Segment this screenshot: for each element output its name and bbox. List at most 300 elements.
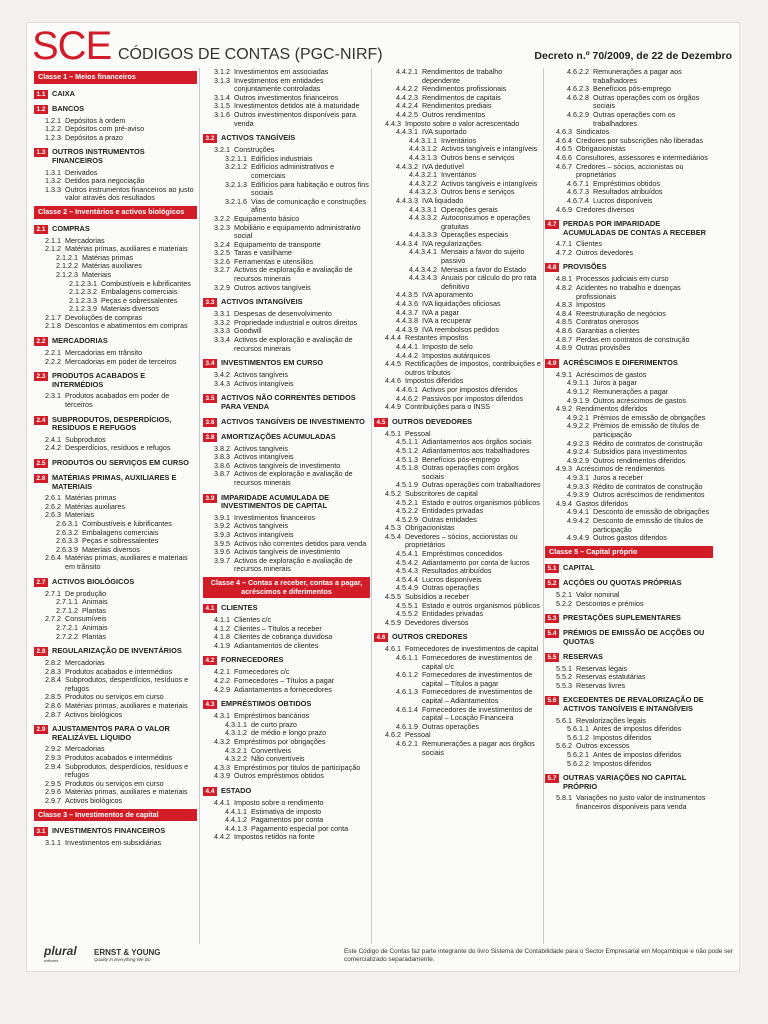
- account-item: [34, 392, 197, 409]
- account-label: Outras provisões: [576, 343, 631, 353]
- account-label: Outros instrumentos financeiros ao justo valor através dos resultados: [65, 184, 194, 203]
- account-code: 3.1.6: [214, 109, 230, 119]
- account-code: 4.5.4: [385, 531, 401, 541]
- account-label: Descontos e abatimentos em compras: [65, 321, 188, 331]
- account-label: Desconto de emissão de obrigações: [592, 507, 710, 517]
- account-label: Empréstimos concedidos: [421, 549, 503, 559]
- account-code: 2.1.2.3: [56, 269, 78, 279]
- account-code: 4.4.2.4: [396, 101, 418, 111]
- account-section: [545, 564, 713, 573]
- account-label: Activos tangíveis de investimento: [234, 460, 341, 470]
- account-code: 4.5.5: [385, 592, 401, 602]
- account-label: Pessoal: [405, 730, 431, 740]
- account-code: 4.9.2.3: [567, 438, 589, 448]
- account-item: [34, 322, 197, 331]
- account-code: 5.5.3: [556, 680, 572, 690]
- account-label: Resultados atribuídos: [421, 566, 492, 576]
- account-item: [203, 380, 370, 389]
- section-title: CLIENTES: [221, 603, 258, 613]
- account-code: 4.5.1.9: [396, 480, 418, 490]
- account-label: Adiantamentos aos órgãos sociais: [421, 437, 532, 447]
- account-label: Operações gerais: [440, 204, 498, 214]
- account-label: Outros rendimentos: [421, 109, 486, 119]
- account-code: 4.5.2.1: [396, 497, 418, 507]
- account-label: Descontos e prémios: [576, 598, 644, 608]
- account-code: 4.4.3: [385, 118, 401, 128]
- account-section: [34, 416, 197, 433]
- account-code: 5.2.1: [556, 590, 572, 600]
- account-code: 4.9.1.1: [567, 378, 589, 388]
- account-label: Sindicatos: [576, 127, 610, 137]
- account-item: [203, 198, 370, 215]
- account-section: [374, 418, 542, 427]
- account-code: 1.2.2: [45, 124, 61, 134]
- account-code: 2.6.1: [45, 493, 61, 503]
- account-section: [34, 459, 197, 468]
- account-item: [34, 711, 197, 720]
- account-label: Rendimentos prediais: [421, 101, 492, 111]
- account-label: Fornecedores de investimentos de capital c/c: [421, 653, 533, 671]
- account-item: [203, 266, 370, 283]
- account-section: [203, 134, 370, 143]
- account-code: 4.4.3.6: [396, 299, 418, 309]
- account-code: 4.5.1: [385, 428, 401, 438]
- account-code: 2.9.7: [45, 796, 61, 805]
- account-code: 4.5.4.1: [396, 549, 418, 559]
- account-label: Revalorizações legais: [576, 715, 646, 725]
- section-title: PRODUTOS OU SERVIÇOS EM CURSO: [52, 458, 189, 467]
- section-code-badge: 2.7: [34, 578, 48, 587]
- account-code: 4.9.4: [556, 498, 572, 508]
- account-label: Acidentes no trabalho e doenças profissionais: [576, 283, 681, 301]
- publisher-subtitle: editores: [44, 958, 59, 963]
- account-label: Peças e sobressalentes: [81, 536, 159, 546]
- account-label: Antes de impostos diferidos: [592, 750, 682, 759]
- column-1: [34, 68, 197, 944]
- account-item: [545, 682, 713, 691]
- account-label: Reservas legais: [576, 663, 628, 673]
- account-code: 3.8.7: [214, 469, 230, 479]
- account-code: 4.6.1.2: [396, 670, 418, 680]
- account-label: Activos não correntes detidos para venda: [234, 538, 367, 548]
- account-item: [374, 619, 542, 628]
- account-code: 3.2.1.6: [225, 196, 247, 206]
- account-label: Equipamento de transporte: [234, 239, 321, 249]
- account-label: Prémios de emissão de títulos de participação: [592, 421, 700, 439]
- account-code: 4.1.2: [214, 623, 230, 633]
- account-code: 4.8.3: [556, 300, 572, 310]
- account-label: Combustíveis e lubrificantes: [81, 518, 172, 528]
- account-code: 3.3.2: [214, 317, 230, 327]
- section-title: CAIXA: [52, 88, 75, 98]
- class-header: Classe 2 – Inventários e activos biológicos: [34, 206, 197, 219]
- account-code: 4.6.1.1: [396, 653, 418, 662]
- account-section: [34, 225, 197, 234]
- account-label: Resultados atribuídos: [592, 187, 663, 197]
- account-label: Activos intangíveis: [234, 452, 294, 462]
- account-label: Contribuições para o INSS: [405, 402, 491, 412]
- section-code-badge: 2.5: [34, 459, 48, 468]
- account-section: [545, 696, 713, 713]
- section-title: OUTROS DEVEDORES: [392, 416, 473, 426]
- account-code: 4.3.9: [214, 771, 230, 781]
- account-item: [545, 284, 713, 301]
- account-code: 3.1.1: [45, 838, 61, 848]
- account-item: [203, 284, 370, 293]
- account-item: [374, 403, 542, 412]
- account-label: Activos por impostos diferidos: [421, 384, 518, 394]
- account-code: 4.4.3.2.1: [409, 170, 437, 180]
- account-label: Embalagens comerciais: [100, 287, 178, 297]
- account-code: 4.5.4.4: [396, 574, 418, 584]
- account-label: Estado e outros organismos públicos: [421, 497, 540, 507]
- account-label: Impostos retidos na fonte: [234, 832, 315, 842]
- account-code: 4.4.3.4.2: [409, 264, 437, 274]
- account-item: [545, 94, 713, 111]
- account-label: Valor nominal: [576, 590, 620, 600]
- account-label: Desperdícios, resíduos e refugos: [65, 443, 171, 453]
- account-label: Outros investimentos disponíveis para venda: [234, 109, 356, 128]
- account-section: [545, 359, 713, 368]
- account-code: 2.3.1: [45, 391, 61, 401]
- account-label: Obrigacionistas: [576, 144, 626, 154]
- section-title: OUTROS CREDORES: [392, 632, 468, 642]
- page-title: CÓDIGOS DE CONTAS (PGC-NIRF): [118, 46, 383, 63]
- account-label: Clientes: [576, 239, 602, 249]
- account-code: 4.8.1: [556, 274, 572, 284]
- section-title: INVESTIMENTOS EM CURSO: [221, 358, 324, 368]
- section-title: COMPRAS: [52, 223, 90, 233]
- account-code: 4.5.1.8: [396, 463, 418, 473]
- account-label: Subsídios a receber: [405, 592, 469, 602]
- account-label: Produtos acabados em poder de terceiros: [65, 391, 170, 410]
- account-item: [545, 68, 713, 85]
- account-label: Activos de exploração e avaliação de recursos minerais: [234, 555, 353, 574]
- account-label: Reservas estatutárias: [576, 672, 646, 682]
- section-code-badge: 4.4: [203, 787, 217, 796]
- account-label: Materiais: [65, 510, 95, 520]
- account-item: [545, 760, 713, 769]
- account-code: 2.8.7: [45, 709, 61, 719]
- account-label: Construções: [234, 145, 275, 155]
- account-label: Consumíveis: [65, 614, 107, 624]
- account-code: 4.4.2.1: [396, 68, 418, 76]
- account-code: 1.3.3: [45, 184, 61, 194]
- account-code: 5.6.1.1: [567, 724, 589, 734]
- account-label: Reestruturação de negócios: [576, 308, 666, 318]
- account-code: 5.6.1.2: [567, 732, 589, 742]
- account-code: 3.2.2: [214, 213, 230, 223]
- account-code: 4.5.1.2: [396, 445, 418, 455]
- account-code: 2.7.1.2: [56, 605, 78, 615]
- account-item: [545, 206, 713, 215]
- account-label: Credores por subscrições não liberadas: [576, 135, 704, 145]
- account-label: Entidades privadas: [421, 506, 484, 516]
- account-label: IVA regularizações: [421, 238, 482, 248]
- account-code: 4.6.1.3: [396, 687, 418, 697]
- account-code: 2.6.3.3: [56, 536, 78, 546]
- account-code: 4.4.2: [214, 832, 230, 842]
- account-code: 4.8.4: [556, 308, 572, 318]
- account-code: 4.4.2.5: [396, 109, 418, 119]
- account-label: Devedores diversos: [405, 617, 469, 627]
- account-label: Produtos acabados e intermédios: [65, 666, 173, 676]
- account-label: Outros gastos diferidos: [592, 533, 667, 543]
- account-label: Propriedade industrial e outros direitos: [234, 317, 358, 327]
- account-code: 2.6.3.2: [56, 527, 78, 537]
- account-label: IVA a recuperar: [421, 316, 472, 326]
- account-label: Convertíveis: [250, 745, 291, 755]
- account-label: Matérias primas, auxiliares e materiais: [65, 787, 188, 797]
- account-code: 2.1.2.3.9: [69, 304, 97, 314]
- account-code: 4.4.3.4: [396, 238, 418, 248]
- account-code: 3.3.4: [214, 335, 230, 345]
- account-label: Outros empréstimos obtidos: [234, 771, 324, 781]
- account-section: [34, 372, 197, 389]
- account-code: 4.4.3.3.3: [409, 230, 437, 240]
- account-code: 4.6.2.8: [567, 92, 589, 102]
- account-code: 3.4.3: [214, 378, 230, 388]
- account-label: Materiais diversos: [81, 544, 140, 554]
- account-item: [203, 163, 370, 180]
- account-label: Acréscimos de rendimentos: [576, 464, 665, 474]
- account-code: 4.5.5.1: [396, 600, 418, 610]
- account-code: 4.6.1: [385, 644, 401, 654]
- section-title: EXCEDENTES DE REVALORIZAÇÃO DE ACTIVOS TANGÍVEIS E INTANGÍVEIS: [563, 695, 704, 714]
- account-label: Perdas em contratos de construção: [576, 334, 690, 344]
- account-code: 4.8.2: [556, 283, 572, 293]
- column-4: [545, 68, 713, 944]
- account-code: 2.8.6: [45, 701, 61, 711]
- account-code: 4.1.8: [214, 632, 230, 642]
- account-item: [545, 249, 713, 258]
- account-section: [34, 90, 197, 99]
- account-label: Investimentos em associadas: [234, 68, 329, 76]
- account-label: de médio e longo prazo: [250, 728, 327, 738]
- account-code: 4.9.1.2: [567, 387, 589, 396]
- account-code: 5.5.1: [556, 663, 572, 673]
- section-title: MERCADORIAS: [52, 336, 108, 346]
- account-label: Subscritores de capital: [405, 488, 478, 498]
- account-code: 2.8.4: [45, 675, 61, 685]
- account-code: 4.5.5.2: [396, 609, 418, 619]
- account-label: Rendimentos de capitais: [421, 92, 501, 102]
- account-label: Pagamento especial por conta: [250, 823, 349, 833]
- account-code: 1.2.1: [45, 115, 61, 125]
- account-item: [203, 181, 370, 198]
- section-code-badge: 5.5: [545, 653, 559, 662]
- account-label: Pessoal: [405, 428, 431, 438]
- account-label: Depósitos à ordem: [65, 115, 126, 125]
- account-code: 2.1.1: [45, 235, 61, 245]
- publisher-name: plural: [44, 944, 77, 958]
- account-code: 3.2.1: [214, 145, 230, 155]
- section-title: PROVISÕES: [563, 262, 607, 272]
- account-label: Autoconsumos e operações gratuitas: [440, 213, 531, 231]
- account-code: 5.5.2: [556, 672, 572, 682]
- class-header: Classe 4 – Contas a receber, contas a pagar, acréscimos e diferimentos: [203, 577, 370, 598]
- account-label: Clientes – Títulos a receber: [234, 623, 322, 633]
- account-label: Animais: [81, 622, 108, 632]
- account-label: Produtos ou serviços em curso: [65, 692, 164, 702]
- account-label: Activos de exploração e avaliação de recursos minerais: [234, 265, 353, 284]
- account-code: 4.4.3.2.3: [409, 187, 437, 197]
- account-code: 4.4.1: [214, 798, 230, 807]
- account-code: 4.5.1.1: [396, 437, 418, 447]
- account-label: Matérias auxiliares: [81, 261, 142, 271]
- account-label: Matérias primas, auxiliares e materiais: [65, 701, 188, 711]
- column-2: [203, 68, 370, 944]
- account-item: [34, 797, 197, 806]
- account-label: Activos tangíveis: [234, 443, 288, 453]
- account-code: 4.9.3: [556, 464, 572, 474]
- account-code: 3.9.7: [214, 555, 230, 565]
- account-code: 4.4.6.1: [396, 384, 418, 394]
- account-label: Antes de impostos diferidos: [592, 724, 682, 734]
- account-label: Contratos onerosos: [576, 317, 639, 327]
- section-title: PRODUTOS ACABADOS E INTERMÉDIOS: [52, 371, 146, 389]
- account-code: 3.2.3: [214, 222, 230, 232]
- section-code-badge: 3.6: [203, 418, 217, 427]
- account-code: 3.1.2: [214, 68, 230, 76]
- section-title: AMORTIZAÇÕES ACUMULADAS: [221, 431, 336, 441]
- account-section: [34, 827, 197, 836]
- account-code: 4.8.7: [556, 334, 572, 344]
- account-label: Outros bens e serviços: [440, 152, 515, 162]
- account-label: Empréstimos por títulos de participação: [234, 762, 361, 772]
- account-section: [34, 578, 197, 587]
- account-code: 5.6.1: [556, 715, 572, 725]
- account-code: 4.9.2.1: [567, 412, 589, 422]
- account-item: [34, 186, 197, 203]
- account-item: [203, 77, 370, 94]
- account-label: Investimentos em entidades conjuntamente controladas: [234, 75, 324, 94]
- account-item: [34, 358, 197, 367]
- account-code: 2.1.8: [45, 321, 61, 331]
- account-section: [203, 604, 370, 613]
- account-code: 4.5.9: [385, 617, 401, 627]
- section-title: OUTRAS VARIAÇÕES NO CAPITAL PRÓPRIO: [563, 773, 687, 791]
- account-label: Mensais a favor do sujeito passivo: [440, 247, 525, 266]
- account-item: [545, 111, 713, 128]
- account-code: 4.9.3.1: [567, 472, 589, 482]
- account-label: Remunerações a pagar aos órgãos sociais: [421, 738, 535, 757]
- account-code: 4.4.1.2: [225, 815, 247, 825]
- account-label: Pagamentos por conta: [250, 815, 324, 825]
- section-title: REGULARIZAÇÃO DE INVENTÁRIOS: [52, 646, 182, 656]
- account-item: [203, 686, 370, 695]
- account-label: De produção: [65, 588, 107, 598]
- account-code: 4.9.4.2: [567, 515, 589, 525]
- account-section: [203, 418, 370, 427]
- account-item: [545, 517, 713, 534]
- account-label: Imposto sobre o rendimento: [234, 798, 324, 807]
- account-code: 3.9.2: [214, 521, 230, 531]
- account-code: 4.3.3: [214, 762, 230, 772]
- account-label: Edifícios para habitação e outros fins sociais: [250, 179, 369, 198]
- account-label: Empréstimos bancários: [234, 711, 310, 721]
- account-code: 4.4.3.1.3: [409, 152, 437, 162]
- section-title: FORNECEDORES: [221, 655, 284, 665]
- account-label: Estimativa de imposto: [250, 806, 322, 816]
- account-item: [374, 706, 542, 723]
- account-label: Outros rendimentos diferidos: [592, 455, 686, 465]
- account-label: de curto prazo: [250, 719, 297, 729]
- account-code: 4.5.2.2: [396, 506, 418, 516]
- account-item: [374, 533, 542, 550]
- account-label: Impostos diferidos: [405, 376, 464, 386]
- account-code: 4.6.1.4: [396, 704, 418, 714]
- account-label: Mercadorias: [65, 235, 105, 245]
- account-label: Ferramentas e utensílios: [234, 256, 314, 266]
- section-code-badge: 2.1: [34, 225, 48, 234]
- section-code-badge: 2.3: [34, 372, 48, 381]
- account-code: 4.9.2.4: [567, 447, 589, 457]
- account-code: 4.4.3.8: [396, 316, 418, 326]
- account-item: [374, 740, 542, 757]
- section-title: MATÉRIAS PRIMAS, AUXILIARES E MATERIAIS: [52, 473, 177, 491]
- account-section: [545, 263, 713, 272]
- account-label: Adiantamentos a fornecedores: [234, 684, 332, 694]
- account-label: Matérias primas: [65, 493, 117, 503]
- account-label: Variações no justo valor de instrumentos financeiros disponíveis para venda: [576, 793, 706, 811]
- account-code: 4.4.3.1.1: [409, 135, 437, 145]
- account-label: Prémios de emissão de obrigações: [592, 412, 706, 422]
- plural-logo: [44, 944, 77, 963]
- account-code: 3.2.1.3: [225, 179, 247, 189]
- account-label: Rendimentos diferidos: [576, 404, 648, 414]
- section-title: IMPARIDADE ACUMULADA DE INVESTIMENTOS DE CAPITAL: [221, 492, 330, 511]
- section-title: ACÇÕES OU QUOTAS PRÓPRIAS: [563, 578, 682, 588]
- account-code: 4.5.1.3: [396, 454, 418, 464]
- account-code: 2.9.3: [45, 753, 61, 763]
- account-item: [374, 671, 542, 688]
- account-section: [545, 774, 713, 791]
- section-code-badge: 3.8: [203, 433, 217, 442]
- section-title: PRESTAÇÕES SUPLEMENTARES: [563, 613, 681, 623]
- account-label: Não convertíveis: [250, 754, 305, 764]
- account-code: 2.8.5: [45, 692, 61, 702]
- account-label: Imposto de selo: [421, 342, 473, 351]
- account-label: Outros acréscimos de rendimentos: [592, 490, 705, 500]
- column-3: [374, 68, 542, 944]
- account-label: Rectificações de impostos, contribuições e outros tributos: [405, 359, 541, 377]
- class-header: Classe 1 – Meios financeiros: [34, 71, 197, 84]
- account-item: [545, 344, 713, 353]
- section-code-badge: 5.3: [545, 614, 559, 623]
- account-label: Activos intangíveis: [234, 378, 294, 388]
- account-item: [545, 163, 713, 180]
- section-title: RESERVAS: [563, 651, 603, 661]
- account-item: [203, 470, 370, 487]
- section-code-badge: 4.8: [545, 263, 559, 272]
- account-label: IVA reembolsos pedidos: [421, 324, 499, 334]
- account-label: Adiantamentos de clientes: [234, 640, 319, 650]
- account-label: Lucros disponíveis: [421, 574, 482, 584]
- account-section: [203, 433, 370, 442]
- account-label: Garantias a clientes: [576, 326, 640, 336]
- account-section: [203, 787, 370, 796]
- account-item: [545, 600, 713, 609]
- account-label: Impostos: [576, 300, 606, 310]
- account-item: [374, 274, 542, 291]
- account-code: 4.9.2.9: [567, 455, 589, 465]
- account-label: Activos tangíveis de investimento: [234, 547, 341, 557]
- account-code: 4.4.3.2: [396, 161, 418, 171]
- section-title: ESTADO: [221, 786, 252, 795]
- account-code: 4.2.1: [214, 667, 230, 677]
- section-code-badge: 2.4: [34, 416, 48, 425]
